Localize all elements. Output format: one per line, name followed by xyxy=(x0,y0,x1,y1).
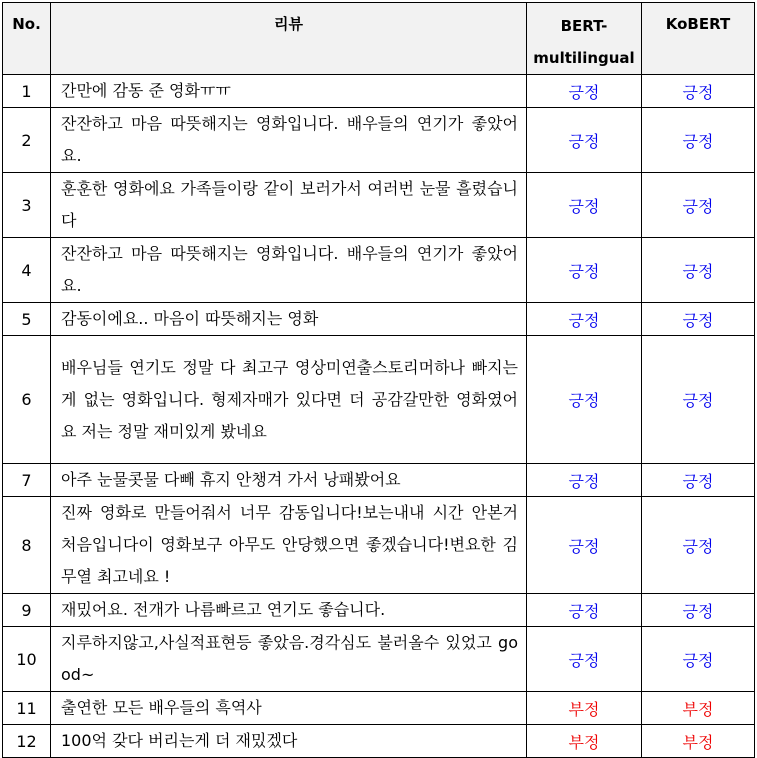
table-row xyxy=(3,336,755,464)
bert-result: 긍정 xyxy=(527,173,642,238)
review-text: 잔잔하고 마음 따뜻해지는 영화입니다. 배우들의 연기가 좋았어요. xyxy=(51,238,527,303)
review-sentiment-table xyxy=(2,2,755,758)
row-number: 8 xyxy=(3,497,51,594)
row-number: 12 xyxy=(3,725,51,758)
kobert-result: 부정 xyxy=(642,725,755,758)
bert-result: 긍정 xyxy=(527,594,642,627)
kobert-result: 긍정 xyxy=(642,173,755,238)
table-row xyxy=(3,303,755,336)
kobert-result: 긍정 xyxy=(642,594,755,627)
table-row xyxy=(3,75,755,108)
row-number: 4 xyxy=(3,238,51,303)
bert-result: 긍정 xyxy=(527,75,642,108)
kobert-result: 긍정 xyxy=(642,336,755,464)
review-text: 재밌어요. 전개가 나름빠르고 연기도 좋습니다. xyxy=(51,594,527,627)
bert-result: 긍정 xyxy=(527,336,642,464)
table-row xyxy=(3,627,755,692)
header-no: No. xyxy=(3,3,51,75)
table-row xyxy=(3,692,755,725)
table-row xyxy=(3,108,755,173)
header-row xyxy=(3,3,755,75)
kobert-result: 긍정 xyxy=(642,108,755,173)
bert-result: 부정 xyxy=(527,692,642,725)
bert-result: 긍정 xyxy=(527,238,642,303)
review-text: 출연한 모든 배우들의 흑역사 xyxy=(51,692,527,725)
review-text: 100억 갖다 버리는게 더 재밌겠다 xyxy=(51,725,527,758)
table-row xyxy=(3,464,755,497)
kobert-result: 긍정 xyxy=(642,627,755,692)
kobert-result: 긍정 xyxy=(642,75,755,108)
header-review: 리뷰 xyxy=(51,3,527,75)
row-number: 7 xyxy=(3,464,51,497)
row-number: 5 xyxy=(3,303,51,336)
table-row xyxy=(3,594,755,627)
table-row xyxy=(3,497,755,594)
bert-result: 긍정 xyxy=(527,627,642,692)
bert-result: 긍정 xyxy=(527,108,642,173)
row-number: 2 xyxy=(3,108,51,173)
bert-result: 긍정 xyxy=(527,497,642,594)
review-text: 지루하지않고,사실적표현등 좋았음.경각심도 불러올수 있었고 good~ xyxy=(51,627,527,692)
header-bert-multilingual: BERT-multilingual xyxy=(527,3,642,75)
bert-result: 긍정 xyxy=(527,303,642,336)
row-number: 1 xyxy=(3,75,51,108)
review-text: 배우님들 연기도 정말 다 최고구 영상미연출스토리머하나 빠지는 게 없는 영화입니다. 형제자매가 있다면 더 공감갈만한 영화였어요 저는 정말 재미있게 봤네요 xyxy=(51,336,527,464)
row-number: 9 xyxy=(3,594,51,627)
row-number: 11 xyxy=(3,692,51,725)
review-text: 진짜 영화로 만들어줘서 너무 감동입니다!보는내내 시간 안본거 처음입니다이 영화보구 아무도 안당했으면 좋겠습니다!변요한 김무열 최고네요 ! xyxy=(51,497,527,594)
kobert-result: 긍정 xyxy=(642,303,755,336)
table-row xyxy=(3,725,755,758)
kobert-result: 긍정 xyxy=(642,464,755,497)
review-text: 훈훈한 영화에요 가족들이랑 같이 보러가서 여러번 눈물 흘렸습니다 xyxy=(51,173,527,238)
table-row xyxy=(3,238,755,303)
review-text: 감동이에요.. 마음이 따뜻해지는 영화 xyxy=(51,303,527,336)
bert-result: 부정 xyxy=(527,725,642,758)
row-number: 6 xyxy=(3,336,51,464)
kobert-result: 부정 xyxy=(642,692,755,725)
kobert-result: 긍정 xyxy=(642,497,755,594)
row-number: 10 xyxy=(3,627,51,692)
table-row xyxy=(3,173,755,238)
review-text: 간만에 감동 준 영화ㅠㅠ xyxy=(51,75,527,108)
review-text: 잔잔하고 마음 따뜻해지는 영화입니다. 배우들의 연기가 좋았어요. xyxy=(51,108,527,173)
review-text: 아주 눈물콧물 다빼 휴지 안챙겨 가서 낭패봤어요 xyxy=(51,464,527,497)
bert-result: 긍정 xyxy=(527,464,642,497)
header-kobert: KoBERT xyxy=(642,3,755,75)
row-number: 3 xyxy=(3,173,51,238)
kobert-result: 긍정 xyxy=(642,238,755,303)
